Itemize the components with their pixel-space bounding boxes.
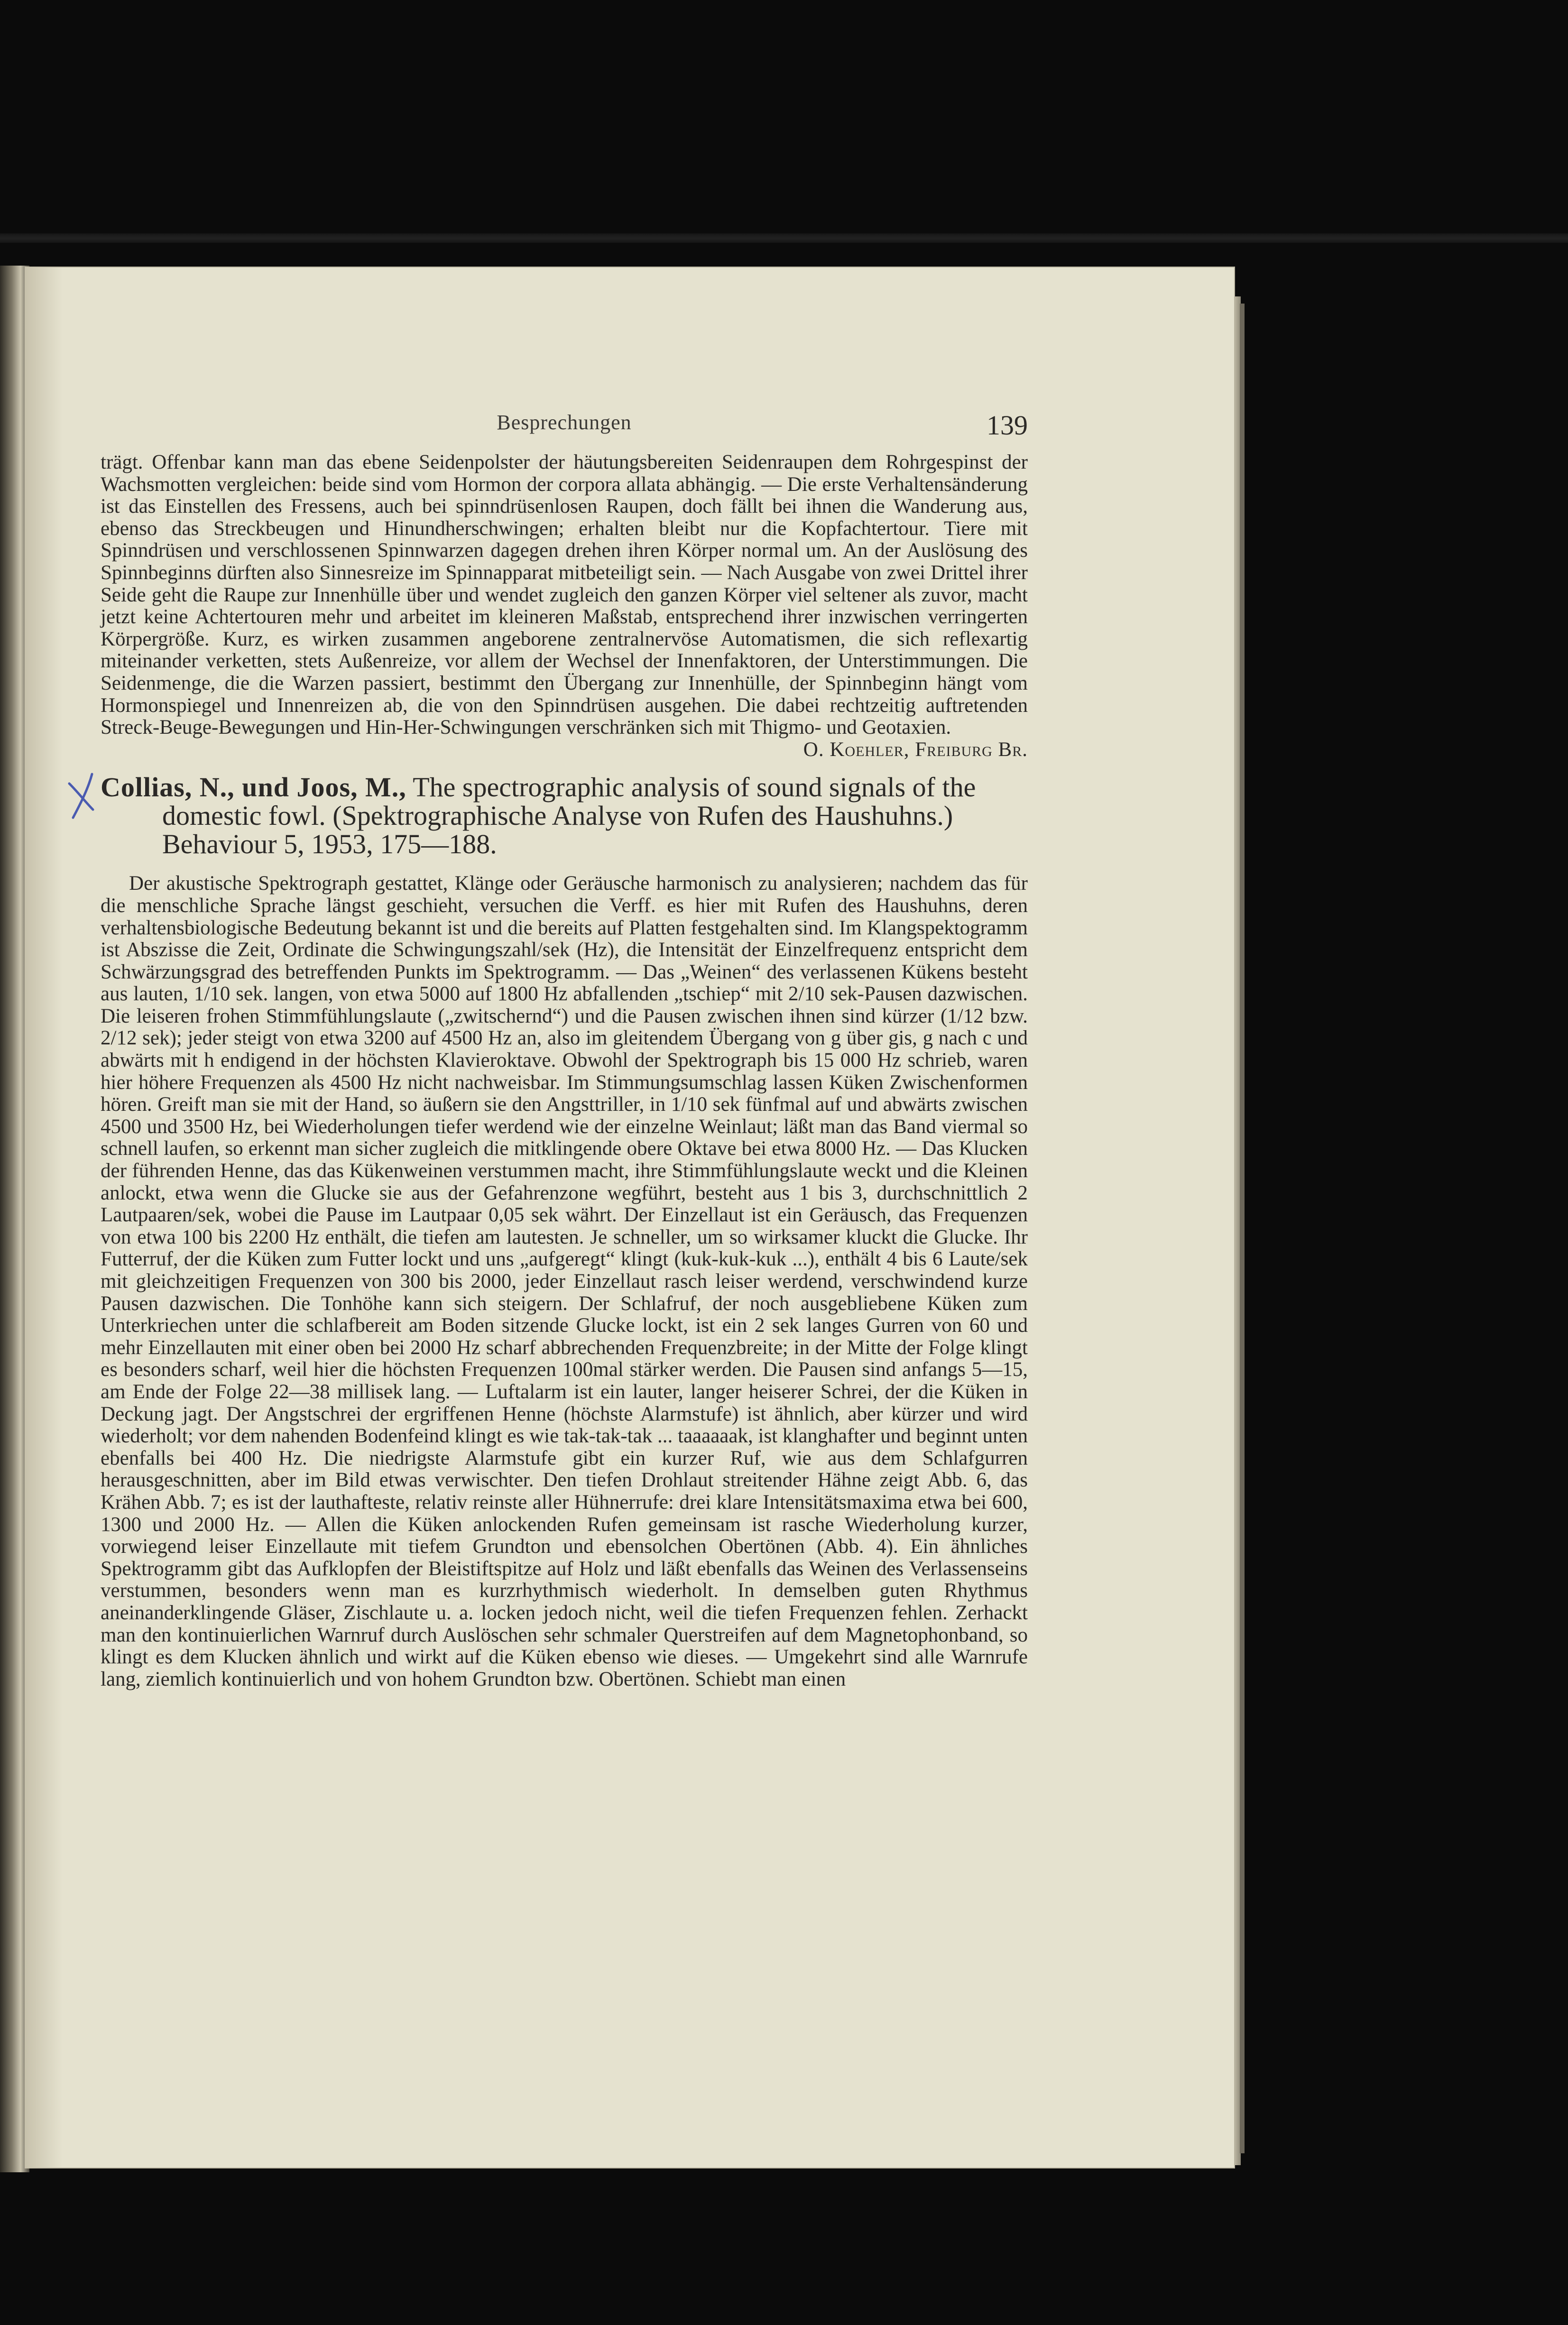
review-title-line-1 — [101, 773, 1028, 802]
reviewer-signature: O. Koehler, Freiburg Br. — [803, 738, 1028, 761]
pencil-check-mark-icon — [65, 765, 102, 821]
scanner-strip — [0, 233, 1568, 243]
review-body: Der akustische Spektrograph gestattet, Klänge oder Geräusche harmonisch zu analysieren; nachdem das für die menschliche Sprache längst geschieht, versuchen die Verff. es hier mit Rufen des Haushuhns, deren verhaltensbiologische Bedeutung bekannt ist und die bereits auf Platten festgehalten sind. Im Klangspektogramm ist Abszisse die Zeit, Ordinate die Schwingungszahl/sek (Hz), die Intensität der Einzelfrequenz entspricht dem Schwärzungsgrad des betreffenden Punkts im Spektrogramm. — Das „Weinen“ des verlassenen Kükens besteht aus lauten, 1/10 sek. langen, von etwa 5000 auf 1800 Hz abfallenden „tschiep“ mit 2/10 sek-Pausen dazwischen. Die leiseren frohen Stimmfühlungslaute („zwitschernd“) und die Pausen zwischen ihnen sind kürzer (1/12 bzw. 2/12 sek); jeder steigt von etwa 3200 auf 4500 Hz an, also im gleitendem Übergang von g über gis, g nach c und abwärts mit h endigend in der höchsten Klavieroktave. Obwohl der Spektrograph bis 15 000 Hz schrieb, waren hier höhere Frequenzen als 4500 Hz nicht nachweisbar. Im Stimmungsumschlag lassen Küken Zwischenformen hören. Greift man sie mit der Hand, so äußern sie den Angsttriller, in 1/10 sek fünfmal auf und abwärts zwischen 4500 und 3500 Hz, bei Wiederholungen tiefer werdend wie der einzelne Weinlaut; läßt man das Band viermal so schnell laufen, so erkennt man sicher zugleich die mitklingende obere Oktave bei etwa 8000 Hz. — Das Klucken der führenden Henne, das das Kükenweinen verstummen macht, ihre Stimmfühlungslaute weckt und die Kleinen anlockt, etwa wenn die Glucke sie aus der Gefahrenzone wegführt, besteht aus 1 bis 3, durchschnittlich 2 Lautpaaren/sek, wobei die Pause im Lautpaar 0,05 sek währt. Der Einzellaut ist ein Geräusch, das Frequenzen von etwa 100 bis 2200 Hz enthält, die tiefen am lautesten. Je schneller, um so wirksamer kluckt die Glucke. Ihr Futterruf, der die Küken zum Futter lockt und uns „aufgeregt“ klingt (kuk-kuk-kuk ...), enthält 4 bis 6 Laute/sek mit gleichzeitigen Frequenzen von 300 bis 2000, jeder Einzellaut rasch leiser werdend, verschwindend kurze Pausen dazwischen. Die Tonhöhe kann sich steigern. Der Schlafruf, der noch ausgebliebene Küken zum Unterkriechen unter die schlafbereit am Boden sitzende Glucke lockt, ist ein 2 sek langes Gurren von 60 und mehr Einzellauten mit einer oben bei 2000 Hz scharf abbrechenden Frequenzbreite; in der Mitte der Folge klingt es besonders scharf, weil hier die höchsten Frequenzen 100mal stärker werden. Die Pausen sind anfangs 5—15, am Ende der Folge 22—38 millisek lang. — Luftalarm ist ein lauter, langer heiserer Schrei, der die Küken in Deckung jagt. Der Angstschrei der ergriffenen Henne (höchste Alarmstufe) ist ähnlich, aber kürzer und wird wiederholt; vor dem nahenden Bodenfeind klingt es wie tak-tak-tak ... taaaaaak, ist klanghafter und beginnt unten ebenfalls bei 400 Hz. Die niedrigste Alarmstufe gibt ein kurzer Ruf, wie aus dem Schlafgurren herausgeschnitten, aber im Bild etwas verwischter. Den tiefen Drohlaut streitender Hähne zeigt Abb. 6, das Krähen Abb. 7; es ist der lauthafteste, relativ reinste aller Hühnerrufe: drei klare Intensitätsmaxima etwa bei 600, 1300 und 2000 Hz. — Allen die Küken anlockenden Rufen gemeinsam ist rasche Wiederholung kurzer, vorwiegend leiser Einzellaute mit tiefem Grundton und ebensolchen Obertönen (Abb. 4). Ein ähnliches Spektrogramm gibt das Aufklopfen der Bleistiftspitze auf Holz und läßt ebenfalls das Weinen des Verlassenseins verstummen, besonders wenn man es kurzrhythmisch wiederholt. In demselben guten Rhythmus aneinanderklingende Gläser, Zischlaute u. a. locken jedoch nicht, weil die tiefen Frequenzen fehlen. Zerhackt man den kontinuierlichen Warnruf durch Auslöschen sehr schmaler Querstreifen auf dem Magnetophonband, so klingt es dem Klucken ähnlich und wirkt auf die Küken ebenso wie dieses. — Umgekehrt sind alle Warnrufe lang, ziemlich kontinuierlich und von hohem Grundton bzw. Obertönen. Schiebt man einen — [101, 872, 1028, 1690]
review-heading — [101, 773, 1028, 858]
text-block — [101, 452, 1028, 1690]
previous-review-text: trägt. Offenbar kann man das ebene Seidenpolster der häutungsbereiten Seidenraupen dem Rohrgespinst der Wachsmotten vergleichen: beide sind vom Hormon der corpora allata abhängig. — Die erste Verhaltensänderung ist das Einstellen des Fressens, auch bei spinndrüsenlosen Raupen, doch fällt bei ihnen die Wanderung aus, ebenso das Streckbeugen und Hinundherschwingen; erhalten bleibt nur die Kopfachtertour. Tiere mit Spinndrüsen und verschlossenen Spinnwarzen dagegen drehen ihren Körper normal um. An der Auslösung des Spinnbeginns dürften also Sinnesreize im Spinnapparat mitbeteiligt sein. — Nach Ausgabe von zwei Drittel ihrer Seide geht die Raupe zur Innenhülle über und wendet zugleich den ganzen Körper viel seltener als zuvor, macht jetzt keine Achtertouren mehr und arbeitet im kleineren Maßstab, entsprechend ihrer inzwischen verringerten Körpergröße. Kurz, es wirken zusammen angeborene zentralnervöse Automatismen, die sich reflexartig miteinander verketten, stets Außenreize, vor allem der Wechsel der Innenfaktoren, der Unterstimmungen. Die Seidenmenge, die die Warzen passiert, bestimmt den Übergang zur Innenhülle, der Spinnbeginn hängt vom Hormonspiegel und Innenreizen ab, die von den Spinndrüsen ausgehen. Die dabei rechtzeitig auftretenden Streck-Beuge-Bewegungen und Hin-Her-Schwingungen verschränken sich mit Thigmo- und Geotaxien. — [101, 451, 1028, 739]
review-citation: Behaviour 5, 1953, 175—188. — [162, 829, 497, 860]
signature-line — [101, 739, 1028, 761]
review-authors: Collias, N., und Joos, M., — [101, 772, 406, 803]
review-title-part-1: The spectrographic analysis of sound signals of the — [413, 772, 976, 803]
page-number: 139 — [987, 410, 1028, 441]
running-head — [101, 406, 1028, 440]
book-page — [25, 267, 1235, 2168]
running-title: Besprechungen — [497, 411, 632, 434]
page-edge-shadow — [1240, 304, 1245, 2153]
review-title-part-2: domestic fowl. (Spektrographische Analyse von Rufen des Haushuhns.) — [162, 800, 953, 831]
